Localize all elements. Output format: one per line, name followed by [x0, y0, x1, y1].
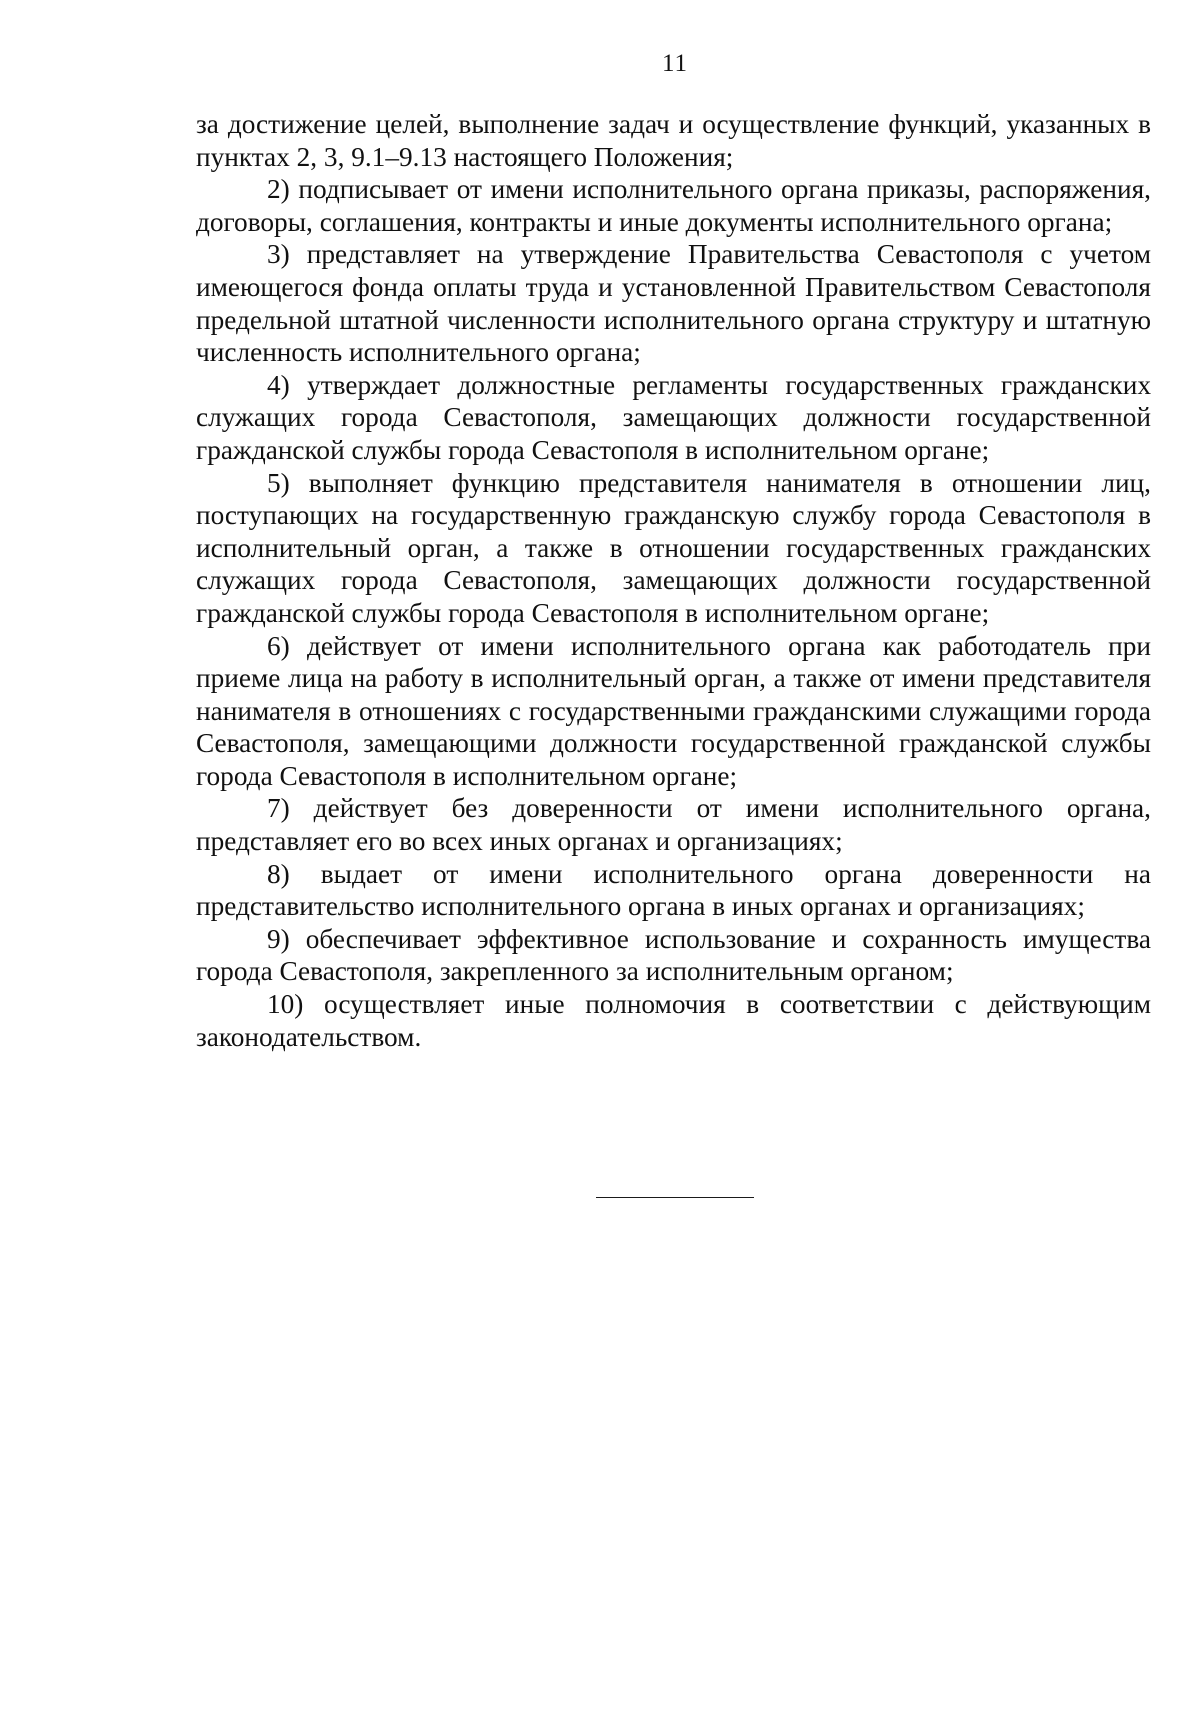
list-item-4: 4) утверждает должностные регламенты государственных гражданских служащих города Севастополя, замещающих должности государственной гражданской службы города Севастополя в исполнительном органе;: [196, 369, 1151, 465]
list-item-6: 6) действует от имени исполнительного органа как работодатель при приеме лица на работу в исполнительный орган, а также от имени представителя нанимателя в отношениях с государственными гражданскими служащими города Севастополя, замещающими должности государственной гражданской службы города Севастополя в исполнительном органе;: [196, 630, 1151, 791]
paragraph-continuation: за достижение целей, выполнение задач и осуществление функций, указанных в пунктах 2, 3, 9.1–9.13 настоящего Положения;: [196, 109, 1151, 172]
list-item-5: 5) выполняет функцию представителя нанимателя в отношении лиц, поступающих на государственную гражданскую службу города Севастополя в исполнительный орган, а также в отношении государственных гражданских служащих города Севастополя, замещающих должности государственной гражданской службы города Севастополя в исполнительном органе;: [196, 467, 1151, 628]
list-item-8: 8) выдает от имени исполнительного органа доверенности на представительство исполнительного органа в иных органах и организациях;: [196, 858, 1151, 922]
list-item-2: 2) подписывает от имени исполнительного органа приказы, распоряжения, договоры, соглашения, контракты и иные документы исполнительного органа;: [196, 174, 1151, 237]
page-number: 11: [661, 50, 689, 77]
list-item-7: 7) действует без доверенности от имени исполнительного органа, представляет его во всех иных органах и организациях;: [196, 793, 1151, 857]
document-body: [196, 108, 1151, 1053]
list-item-3: 3) представляет на утверждение Правительства Севастополя с учетом имеющегося фонда оплаты труда и установленной Правительством Севастополя предельной штатной численности исполнительного органа структуру и штатную численность исполнительного органа;: [196, 239, 1151, 368]
list-item-10: 10) осуществляет иные полномочия в соответствии с действующим законодательством.: [196, 989, 1151, 1052]
list-item-9: 9) обеспечивает эффективное использование и сохранность имущества города Севастополя, закрепленного за исполнительным органом;: [196, 923, 1151, 987]
end-separator-line: [596, 1197, 754, 1198]
